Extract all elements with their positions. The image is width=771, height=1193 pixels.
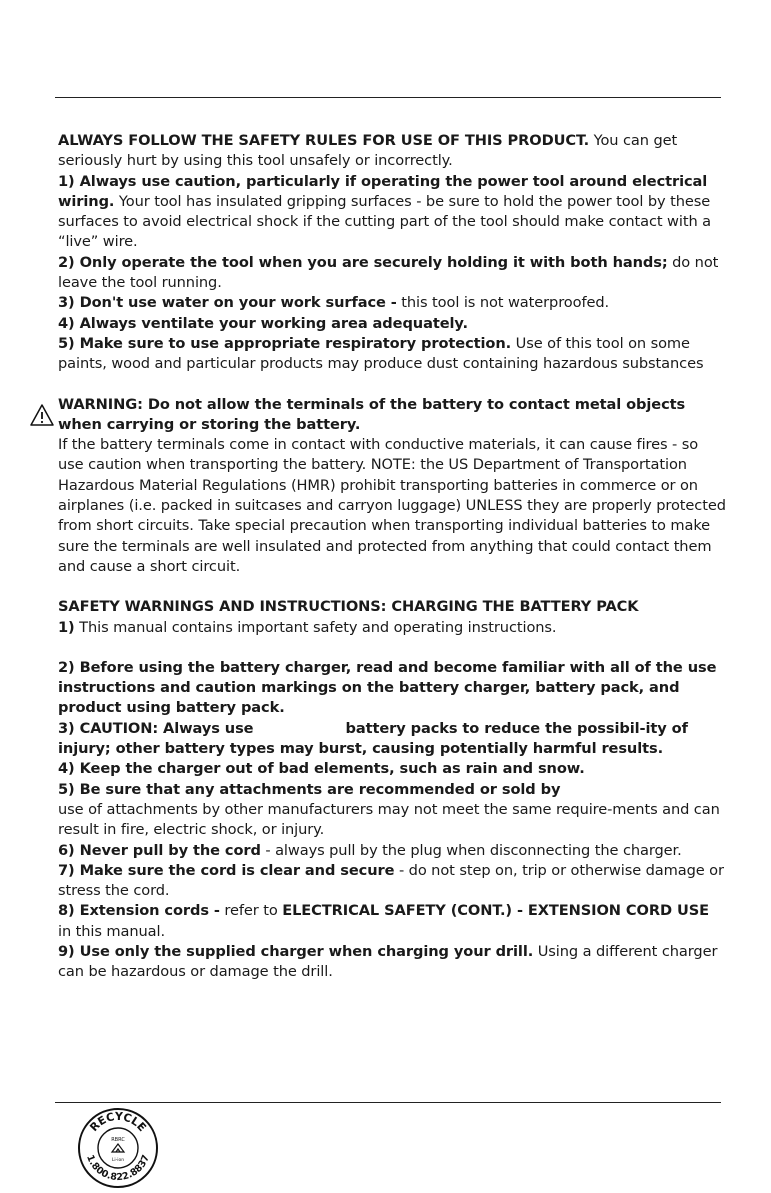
charging-item-3: 3) CAUTION: Always use battery packs to reduce the possibil-ity of injury; other battery types may burst, causing potentially harmful results. xyxy=(58,719,688,758)
charging-item-4: 4) Keep the charger out of bad elements, such as rain and snow. xyxy=(58,760,585,778)
safety-rule-2: 2) Only operate the tool when you are securely holding it with both hands; do not leave the tool running. xyxy=(58,253,719,292)
svg-text:RECYCLE xyxy=(87,1110,148,1134)
safety-rule-3: 3) Don't use water on your work surface - this tool is not waterproofed. xyxy=(58,294,610,312)
charging-item-8: 8) Extension cords - refer to ELECTRICAL SAFETY (CONT.) - EXTENSION CORD USE in this manual. xyxy=(58,902,709,940)
safety-rules-intro: ALWAYS FOLLOW THE SAFETY RULES FOR USE OF THIS PRODUCT. You can get seriously hurt by using this tool unsafely or incorrectly. xyxy=(58,132,678,170)
charging-item-2: 2) Before using the battery charger, read and become familiar with all of the use instructions and caution markings on the battery charger, battery pack, and product using battery pack. xyxy=(58,658,717,717)
charging-item-9: 9) Use only the supplied charger when charging your drill. Using a different charger can be hazardous or damage the drill. xyxy=(58,942,718,981)
rbrc-recycle-seal-icon xyxy=(76,1106,160,1190)
recycle-arrows-icon xyxy=(112,1144,124,1152)
charging-section-heading: SAFETY WARNINGS AND INSTRUCTIONS: CHARGING THE BATTERY PACK xyxy=(58,598,639,616)
battery-warning-text: If the battery terminals come in contact with conductive materials, it can cause fires - so use caution when transporting the battery. NOTE: the US Department of Transportation Hazardous Material Regulations (HMR) prohibit transporting batteries in commerce or on airplanes (i.e. packed in suitcases and carryon luggage) UNLESS they are properly protected from short circuits. Take special precaution when transporting individual batteries to make sure the terminals are well insulated and protected from anything that could contact them and cause a short circuit. xyxy=(58,436,726,575)
manual-text xyxy=(58,131,726,983)
seal-inner-bottom: Li-ion xyxy=(111,1158,125,1163)
charging-item-1: 1) This manual contains important safety and operating instructions. xyxy=(58,618,557,636)
header-rule xyxy=(55,97,721,98)
battery-warning-heading: WARNING: Do not allow the terminals of the battery to contact metal objects when carrying or storing the battery. xyxy=(58,395,686,433)
safety-rule-5: 5) Make sure to use appropriate respiratory protection. Use of this tool on some paints, wood and particular products may produce dust containing hazardous substances xyxy=(58,334,704,373)
seal-phone-text: 1.800.822.8837 xyxy=(84,1153,152,1184)
charging-item-5: 5) Be sure that any attachments are recommended or sold by use of attachments by other manufacturers may not meet the same require-ments and can result in fire, electric shock, or injury. xyxy=(58,780,720,839)
warning-triangle-icon xyxy=(29,403,55,427)
seal-inner-top: RBRC xyxy=(111,1137,125,1143)
footer-rule xyxy=(55,1102,721,1103)
safety-rule-4: 4) Always ventilate your working area adequately. xyxy=(58,314,468,332)
safety-rule-1: 1) Always use caution, particularly if operating the power tool around electrical wiring. Your tool has insulated gripping surfaces - be sure to hold the power tool by these surfaces to avoid electrical shock if the cutting part of the tool should make contact with a “live” wire. xyxy=(58,172,711,251)
seal-top-text: RECYCLE xyxy=(87,1109,149,1135)
charging-item-7: 7) Make sure the cord is clear and secure - do not step on, trip or otherwise damage or stress the cord. xyxy=(58,861,724,900)
charging-item-6: 6) Never pull by the cord - always pull by the plug when disconnecting the charger. xyxy=(58,841,682,859)
